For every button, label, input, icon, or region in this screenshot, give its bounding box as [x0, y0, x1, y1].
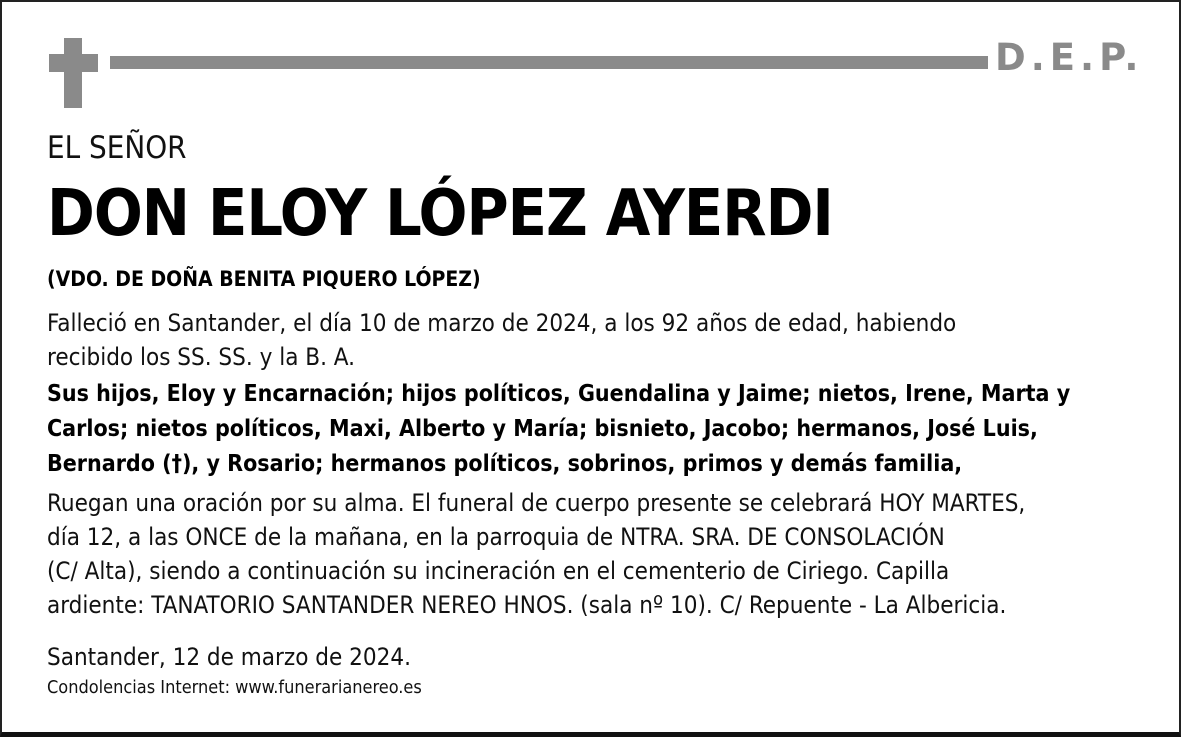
dep-label: D.E.P.	[995, 36, 1144, 79]
death-paragraph	[47, 306, 956, 374]
cross-icon	[64, 38, 82, 108]
funeral-line: Ruegan una oración por su alma. El funeral de cuerpo presente se celebrará HOY MARTES,	[47, 489, 1026, 517]
family-line: Bernardo (†), y Rosario; hermanos políticos, sobrinos, primos y demás familia,	[47, 451, 963, 477]
funeral-line: ardiente: TANATORIO SANTANDER NEREO HNOS. (sala nº 10). C/ Repuente - La Albericia.	[47, 591, 1007, 619]
family-line: Carlos; nietos políticos, Maxi, Alberto y María; bisnieto, Jacobo; hermanos, José Luis,	[47, 416, 1038, 442]
death-line: recibido los SS. SS. y la B. A.	[47, 343, 356, 371]
funeral-line: (C/ Alta), siendo a continuación su incineración en el cementerio de Ciriego. Capilla	[47, 557, 950, 585]
funeral-paragraph	[47, 486, 1025, 622]
title-prefix: EL SEÑOR	[47, 130, 187, 166]
place-date: Santander, 12 de marzo de 2024.	[47, 643, 411, 671]
funeral-line: día 12, a las ONCE de la mañana, en la parroquia de NTRA. SRA. DE CONSOLACIÓN	[47, 523, 945, 551]
header-rule	[110, 56, 988, 69]
condolences-line: Condolencias Internet: www.funerarianereo.es	[47, 677, 422, 698]
cross-icon-arm	[49, 54, 98, 72]
deceased-name: DON ELOY LÓPEZ AYERDI	[47, 177, 833, 251]
family-paragraph	[47, 377, 1070, 482]
death-line: Falleció en Santander, el día 10 de marzo de 2024, a los 92 años de edad, habiendo	[47, 309, 957, 337]
family-line: Sus hijos, Eloy y Encarnación; hijos políticos, Guendalina y Jaime; nietos, Irene, Marta y	[47, 381, 1071, 407]
widower-note: (VDO. DE DOÑA BENITA PIQUERO LÓPEZ)	[47, 267, 481, 291]
